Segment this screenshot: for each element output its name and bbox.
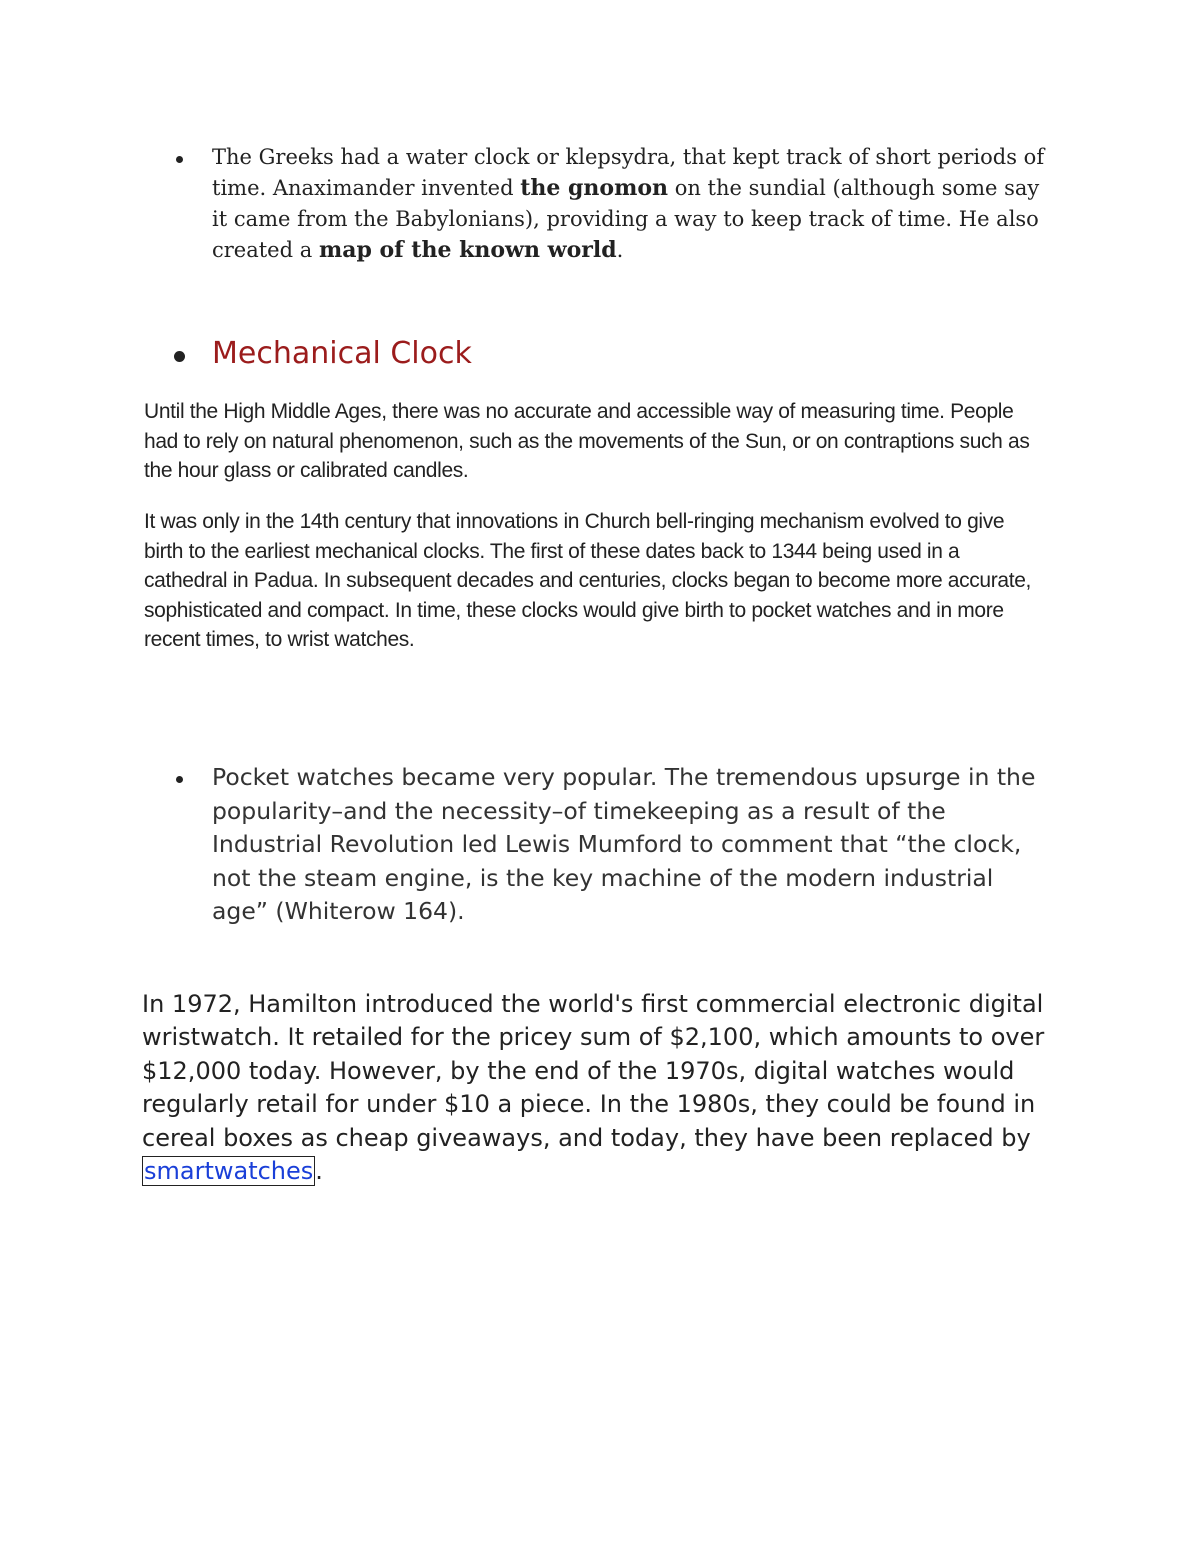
greeks-paragraph — [212, 142, 1050, 266]
fourteenth-century-paragraph: It was only in the 14th century that innovations in Church bell-ringing mechanism evolved to give birth to the earliest mechanical clocks. The first of these dates back to 1344 being used in a cathedral in Padua. In subsequent decades and centuries, clocks began to become more accurate, sophisticated and compact. In time, these clocks would give birth to pocket watches and in more recent times, to wrist watches. — [144, 510, 1032, 651]
smartwatches-link[interactable]: smartwatches — [144, 1157, 314, 1186]
mechanical-clock-heading: Mechanical Clock — [212, 336, 472, 371]
greeks-bullet-item — [170, 142, 1050, 272]
mechanical-clock-bullet-item — [170, 334, 1050, 378]
greeks-text-2: on the sundial (although some say it came from the Babylonians), providing a way to keep track of time. He also created a — [212, 176, 1040, 262]
greeks-text-1: The Greeks had a water clock or klepsydra, that kept track of short periods of time. Anaximander invented — [212, 145, 1045, 200]
pocket-watches-bullet-item — [170, 761, 1050, 931]
high-middle-ages-paragraph: Until the High Middle Ages, there was no accurate and accessible way of measuring time. People had to rely on natural phenomenon, such as the movements of the Sun, or on contraptions such as the hour glass or calibrated candles. — [144, 400, 1030, 482]
hamilton-paragraph — [142, 988, 1072, 1188]
gnomon-bold: the gnomon — [520, 175, 669, 201]
map-bold: map of the known world — [318, 237, 617, 263]
bullet-icon — [176, 156, 183, 163]
hamilton-end: . — [315, 1157, 323, 1186]
pocket-watches-paragraph: Pocket watches became very popular. The tremendous upsurge in the popularity–and the necessity–of timekeeping as a result of the Industrial Revolution led Lewis Mumford to comment that “the clock, not the steam engine, is the key machine of the modern industrial age” (Whiterow 164). — [212, 763, 1036, 925]
greeks-text-3: . — [616, 238, 624, 262]
bullet-icon — [176, 776, 183, 783]
bullet-icon — [174, 351, 185, 362]
hamilton-text: In 1972, Hamilton introduced the world's first commercial electronic digital wristwatch. It retailed for the pricey sum of $2,100, which amounts to over $12,000 today. However, by the end of the 1970s, digital watches would regularly retail for under $10 a piece. In the 1980s, they could be found in cereal boxes as cheap giveaways, and today, they have been replaced by — [142, 990, 1045, 1152]
